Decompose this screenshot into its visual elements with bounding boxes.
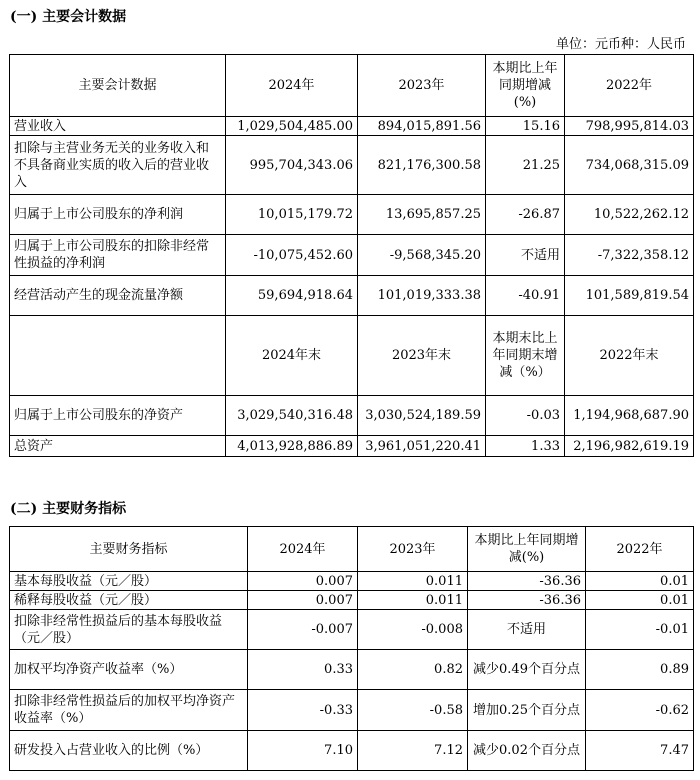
value-cell: 734,068,315.09 — [565, 136, 694, 195]
value-cell: 10,015,179.72 — [226, 195, 358, 235]
header-cell: 2023年 — [358, 527, 468, 572]
value-cell: 增加0.25个百分点 — [468, 690, 586, 731]
value-cell: 3,961,051,220.41 — [358, 436, 486, 457]
header-cell: 2024年 — [248, 527, 358, 572]
value-cell: 1,194,968,687.90 — [565, 396, 694, 436]
value-cell: 7.12 — [358, 731, 468, 771]
value-cell: -26.87 — [486, 195, 565, 235]
value-cell: 0.011 — [358, 572, 468, 591]
row-label: 稀释每股收益（元／股） — [10, 591, 248, 610]
value-cell: -0.008 — [358, 610, 468, 650]
table-row — [10, 136, 694, 195]
row-label: 扣除非经常性损益后的加权平均净资产收益率（%） — [10, 690, 248, 731]
value-cell: 0.011 — [358, 591, 468, 610]
header-cell: 2023年末 — [358, 316, 486, 396]
value-cell: -0.01 — [586, 610, 694, 650]
financial-indicators-table — [9, 526, 694, 771]
section2-title: (二) 主要财务指标 — [10, 501, 127, 517]
row-label: 经营活动产生的现金流量净额 — [10, 276, 226, 316]
table-row — [10, 690, 694, 731]
value-cell: -0.03 — [486, 396, 565, 436]
row-label: 总资产 — [10, 436, 226, 457]
value-cell: 减少0.49个百分点 — [468, 650, 586, 690]
row-label: 加权平均净资产收益率（%） — [10, 650, 248, 690]
value-cell: -9,568,345.20 — [358, 235, 486, 276]
value-cell: 7.47 — [586, 731, 694, 771]
value-cell: 0.89 — [586, 650, 694, 690]
value-cell: 2,196,982,619.19 — [565, 436, 694, 457]
header-cell: 2022年末 — [565, 316, 694, 396]
value-cell: 7.10 — [248, 731, 358, 771]
row-label: 研发投入占营业收入的比例（%） — [10, 731, 248, 771]
value-cell: 1.33 — [486, 436, 565, 457]
value-cell: 894,015,891.56 — [358, 117, 486, 136]
value-cell: -0.33 — [248, 690, 358, 731]
row-label: 归属于上市公司股东的净利润 — [10, 195, 226, 235]
header-cell: 2024年末 — [226, 316, 358, 396]
value-cell: 101,589,819.54 — [565, 276, 694, 316]
value-cell: 13,695,857.25 — [358, 195, 486, 235]
header-cell: 2022年 — [565, 55, 694, 117]
row-label: 归属于上市公司股东的扣除非经常性损益的净利润 — [10, 235, 226, 276]
table-row — [10, 195, 694, 235]
table-row — [10, 572, 694, 591]
row-label: 扣除非经常性损益后的基本每股收益（元／股） — [10, 610, 248, 650]
value-cell: 10,522,262.12 — [565, 195, 694, 235]
table-row — [10, 610, 694, 650]
value-cell: 0.007 — [248, 591, 358, 610]
value-cell: 995,704,343.06 — [226, 136, 358, 195]
value-cell: -0.007 — [248, 610, 358, 650]
table-header-row — [10, 527, 694, 572]
row-label: 营业收入 — [10, 117, 226, 136]
table-row — [10, 235, 694, 276]
accounting-data-table — [9, 54, 694, 457]
table-row — [10, 436, 694, 457]
value-cell: -7,322,358.12 — [565, 235, 694, 276]
value-cell: 0.01 — [586, 572, 694, 591]
value-cell: 4,013,928,886.89 — [226, 436, 358, 457]
value-cell: 101,019,333.38 — [358, 276, 486, 316]
value-cell: -36.36 — [468, 591, 586, 610]
table-row — [10, 396, 694, 436]
row-label: 基本每股收益（元／股） — [10, 572, 248, 591]
table-row — [10, 731, 694, 771]
value-cell: 不适用 — [486, 235, 565, 276]
table-header-row — [10, 55, 694, 117]
table-row — [10, 117, 694, 136]
value-cell: 1,029,504,485.00 — [226, 117, 358, 136]
value-cell: 21.25 — [486, 136, 565, 195]
value-cell: 不适用 — [468, 610, 586, 650]
table-subheader-row — [10, 316, 694, 396]
header-cell: 主要财务指标 — [10, 527, 248, 572]
value-cell: 3,030,524,189.59 — [358, 396, 486, 436]
value-cell: 0.01 — [586, 591, 694, 610]
header-cell: 主要会计数据 — [10, 55, 226, 117]
value-cell: 0.007 — [248, 572, 358, 591]
header-cell: 2022年 — [586, 527, 694, 572]
table-row — [10, 591, 694, 610]
value-cell: -10,075,452.60 — [226, 235, 358, 276]
value-cell: 59,694,918.64 — [226, 276, 358, 316]
value-cell: 15.16 — [486, 117, 565, 136]
value-cell: -0.62 — [586, 690, 694, 731]
header-cell: 本期末比上年同期末增减（%） — [486, 316, 565, 396]
value-cell: 798,995,814.03 — [565, 117, 694, 136]
value-cell: 0.33 — [248, 650, 358, 690]
value-cell: -40.91 — [486, 276, 565, 316]
row-label: 扣除与主营业务无关的业务收入和不具备商业实质的收入后的营业收入 — [10, 136, 226, 195]
empty-cell — [10, 316, 226, 396]
value-cell: 减少0.02个百分点 — [468, 731, 586, 771]
value-cell: 821,176,300.58 — [358, 136, 486, 195]
header-cell: 2024年 — [226, 55, 358, 117]
value-cell: -0.58 — [358, 690, 468, 731]
value-cell: 0.82 — [358, 650, 468, 690]
table-row — [10, 650, 694, 690]
header-cell: 本期比上年同期增减(%) — [486, 55, 565, 117]
section1-title: (一) 主要会计数据 — [10, 9, 127, 25]
unit-label: 单位：元币种：人民币 — [555, 37, 686, 52]
header-cell: 2023年 — [358, 55, 486, 117]
value-cell: -36.36 — [468, 572, 586, 591]
table-row — [10, 276, 694, 316]
value-cell: 3,029,540,316.48 — [226, 396, 358, 436]
row-label: 归属于上市公司股东的净资产 — [10, 396, 226, 436]
header-cell: 本期比上年同期增减(%) — [468, 527, 586, 572]
